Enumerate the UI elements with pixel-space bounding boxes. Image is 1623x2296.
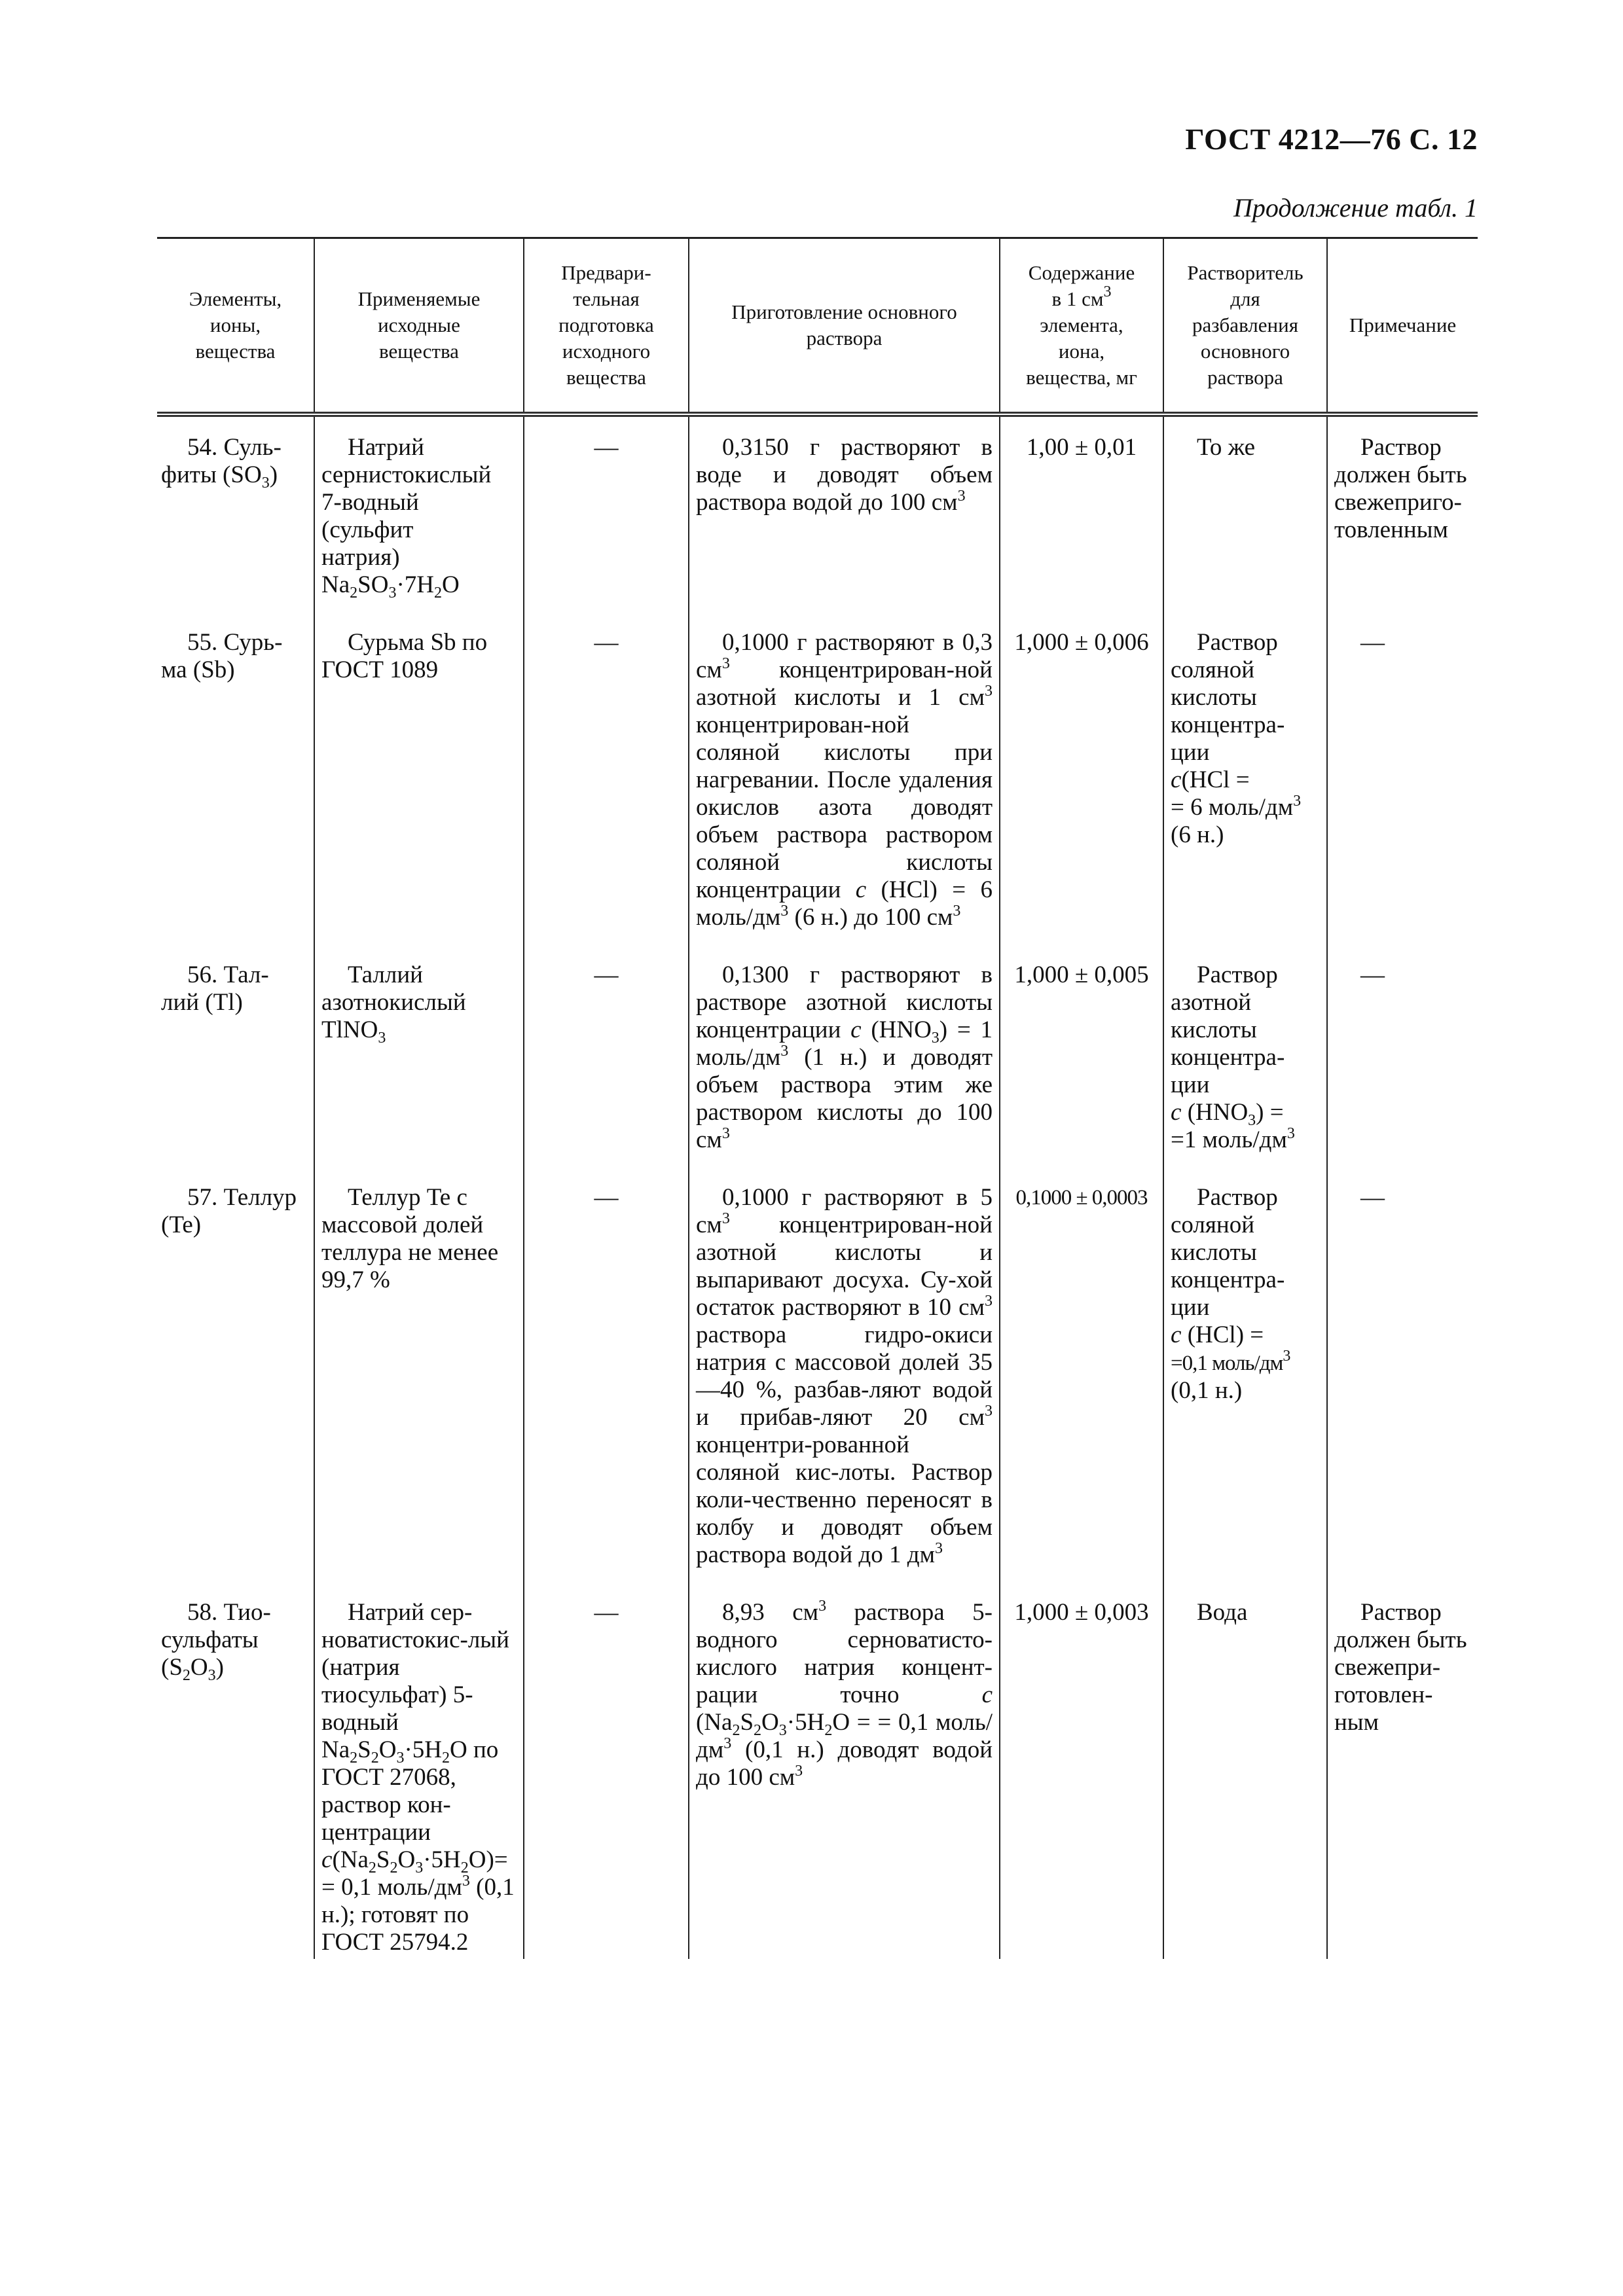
cell-element: 58. Тио- сульфаты $(S_2O_3)$: [161, 1599, 271, 1684]
col-header-content: Содержание в 1 $см^3$ элемента, иона, вещества, мг: [1000, 238, 1163, 415]
table-row: [157, 612, 1478, 944]
cell-preparation: 8,93 $см^3$ раствора 5-водного серноватисто-кислого натрия концент-рации точно с ($Na_2S_2O_3\cdot 5H_2O$ = = 0,1 моль/$дм^3$ (0,1 н.) доводят водой до 100 $см^3$: [689, 1582, 1000, 1959]
cell-source: Сурьма Sb по ГОСТ 1089: [314, 612, 524, 944]
col-header-source: Применяемые исходные вещества: [314, 238, 524, 415]
cell-note: Раствор должен быть свежеприго- товленным: [1327, 414, 1478, 612]
col-header-pretreatment: Предвари- тельная подготовка исходного вещества: [524, 238, 689, 415]
col-header-solvent: Растворитель для разбавления основного раствора: [1163, 238, 1327, 415]
table-header-row: [157, 238, 1478, 415]
cell-element: 55. Сурь- ма (Sb): [161, 629, 283, 683]
cell-solvent: Вода: [1163, 1582, 1327, 1959]
cell-source: Натрий сер-новатистокис-лый (натрия тиосульфат) 5-водный $Na_2S_2O_3\cdot 5H_2O$ по ГОСТ 27068, раствор кон-центрации $с(Na_2S_2O_3\cdot 5H_2O)= = 0,1$ моль/$дм^3$ (0,1 н.); готовят по ГОСТ 25794.2: [314, 1582, 524, 1959]
reagents-table: [157, 237, 1478, 1959]
cell-content: 0,1000 ± 0,0003: [1000, 1167, 1163, 1582]
cell-source: Теллур Te с массовой долей теллура не менее 99,7 %: [314, 1167, 524, 1582]
cell-note: Раствор должен быть свежепри- готовлен- ным: [1327, 1582, 1478, 1959]
cell-preparation: 0,3150 г растворяют в воде и доводят объем раствора водой до 100 $см^3$: [689, 414, 1000, 612]
cell-note: —: [1327, 944, 1478, 1167]
col-header-preparation: Приготовление основного раствора: [689, 238, 1000, 415]
cell-element: 57. Теллур (Te): [161, 1184, 297, 1238]
cell-content: 1,000 ± 0,003: [1000, 1582, 1163, 1959]
cell-source: Таллий азотнокислый TlNO$_3$: [314, 944, 524, 1167]
page-header: ГОСТ 4212—76 С. 12: [1185, 122, 1478, 156]
table-continuation-label: Продолжение табл. 1: [1233, 193, 1478, 223]
cell-preparation: 0,1000 г растворяют в 5 $см^3$ концентрирован-ной азотной кислоты и выпаривают досуха. Су-хой остаток растворяют в 10 $см^3$ раствора гидро-окиси натрия с массовой долей 35—40 %, разбав-ляют водой и прибав-ляют 20 $см^3$ концентри-рованной соляной кис-лоты. Раствор коли-чественно переносят в колбу и доводят объем раствора водой до 1 $дм^3$: [689, 1167, 1000, 1582]
table-row: [157, 944, 1478, 1167]
cell-source: Натрий сернистокислый 7-водный (сульфит натрия) $Na_2SO_3\cdot 7H_2O$: [314, 414, 524, 612]
cell-solvent: Раствор соляной кислоты концентра- ции с(HCl = = 6 моль/$дм^3$ (6 н.): [1163, 612, 1327, 944]
cell-content: 1,00 ± 0,01: [1000, 414, 1163, 612]
cell-element: 56. Тал- лий (Tl): [161, 961, 269, 1016]
cell-content: 1,000 ± 0,006: [1000, 612, 1163, 944]
col-header-note: Примечание: [1327, 238, 1478, 415]
cell-preparation: 0,1300 г растворяют в растворе азотной кислоты концентрации с $(HNO_3) = 1$ моль/$дм^3$ (1 н.) и доводят объем раствора этим же раствором кислоты до 100 $см^3$: [689, 944, 1000, 1167]
cell-pretreatment: —: [524, 1582, 689, 1959]
cell-preparation: 0,1000 г растворяют в 0,3 $см^3$ концентрирован-ной азотной кислоты и 1 $см^3$ концентрирован-ной соляной кислоты при нагревании. После удаления окислов азота доводят объем раствора раствором соляной кислоты концентрации с (HCl) = 6 моль/$дм^3$ (6 н.) до 100 $см^3$: [689, 612, 1000, 944]
table-row: [157, 414, 1478, 612]
cell-content: 1,000 ± 0,005: [1000, 944, 1163, 1167]
cell-note: —: [1327, 612, 1478, 944]
cell-pretreatment: —: [524, 1167, 689, 1582]
cell-solvent: Раствор азотной кислоты концентра- ции с $(HNO_3)$ = =1 моль/$дм^3$: [1163, 944, 1327, 1167]
cell-solvent: То же: [1163, 414, 1327, 612]
cell-pretreatment: —: [524, 414, 689, 612]
cell-element: 54. Суль- фиты $(SO_3)$: [161, 434, 282, 492]
col-header-element: Элементы, ионы, вещества: [157, 238, 314, 415]
cell-solvent: Раствор соляной кислоты концентра- ции с (HCl) = =0,1 моль/$дм^3$ (0,1 н.): [1163, 1167, 1327, 1582]
cell-pretreatment: —: [524, 944, 689, 1167]
table-row: [157, 1582, 1478, 1959]
cell-pretreatment: —: [524, 612, 689, 944]
cell-note: —: [1327, 1167, 1478, 1582]
table-row: [157, 1167, 1478, 1582]
